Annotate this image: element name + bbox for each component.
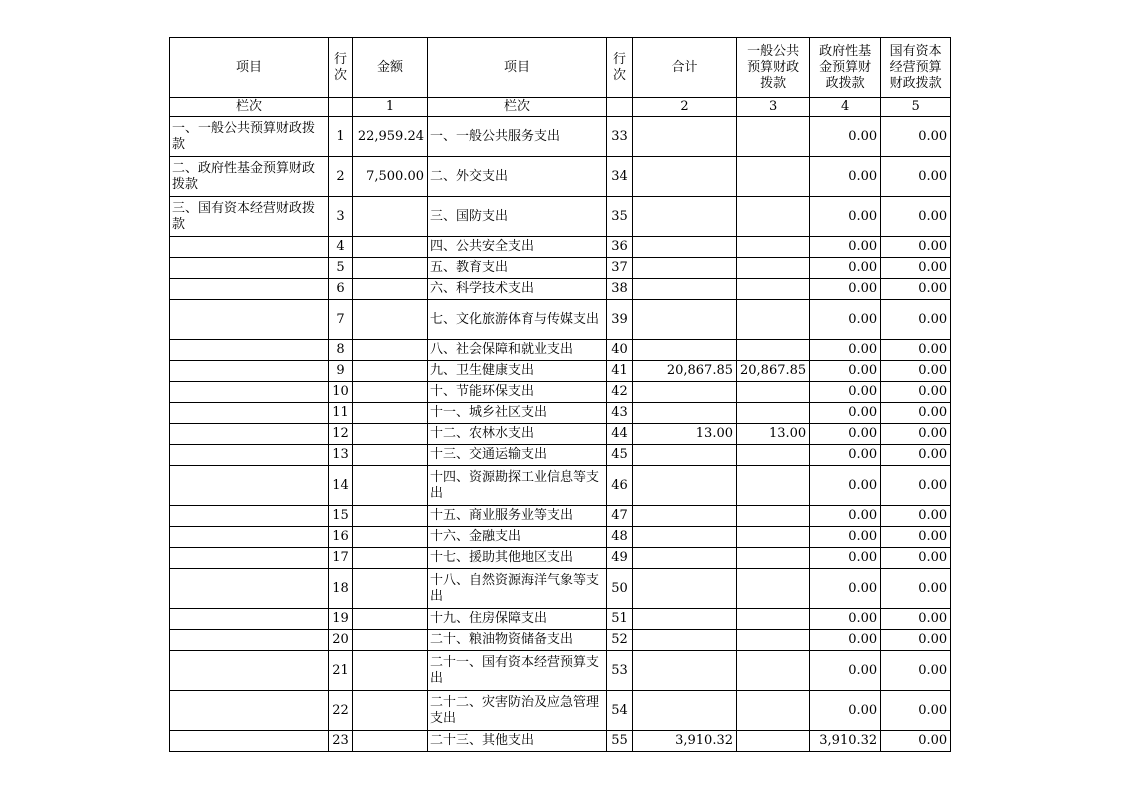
income-item-cell [170,630,329,651]
gov-fund-cell: 0.00 [810,691,881,731]
expense-line-cell: 43 [607,403,633,424]
expense-item-cell: 三、国防支出 [428,197,607,237]
amount-cell [353,651,428,691]
gov-fund-cell: 0.00 [810,424,881,445]
total-cell [633,548,737,569]
income-item-cell [170,403,329,424]
line-no-cell: 1 [329,117,353,157]
amount-cell [353,340,428,361]
expense-line-cell: 33 [607,117,633,157]
amount-cell [353,527,428,548]
total-cell [633,691,737,731]
amount-cell [353,403,428,424]
gov-fund-cell: 0.00 [810,506,881,527]
gov-fund-cell: 0.00 [810,361,881,382]
total-cell [633,237,737,258]
gov-fund-cell: 0.00 [810,300,881,340]
table-row [170,361,951,382]
expense-item-cell: 十四、资源勘探工业信息等支出 [428,466,607,506]
line-no-cell: 18 [329,569,353,609]
table-row [170,691,951,731]
gov-fund-cell: 0.00 [810,527,881,548]
expense-line-cell: 54 [607,691,633,731]
state-capital-cell: 0.00 [881,466,951,506]
total-cell [633,609,737,630]
amount-cell [353,424,428,445]
table-row [170,548,951,569]
line-no-cell: 3 [329,197,353,237]
expense-item-cell: 七、文化旅游体育与传媒支出 [428,300,607,340]
income-item-cell [170,361,329,382]
general-budget-cell [737,506,810,527]
table-row [170,117,951,157]
gov-fund-cell: 0.00 [810,237,881,258]
state-capital-cell: 0.00 [881,691,951,731]
budget-table [169,37,951,752]
total-cell [633,569,737,609]
table-row [170,237,951,258]
header-line-right: 行 次 [607,38,633,98]
line-no-cell: 7 [329,300,353,340]
expense-item-cell: 八、社会保障和就业支出 [428,340,607,361]
column-index-row [170,98,951,117]
table-row [170,258,951,279]
total-cell [633,382,737,403]
table-row [170,466,951,506]
line-no-cell: 8 [329,340,353,361]
column-index-total: 2 [633,98,737,117]
expense-line-cell: 41 [607,361,633,382]
state-capital-cell: 0.00 [881,258,951,279]
income-item-cell [170,731,329,752]
income-item-cell: 二、政府性基金预算财政拨款 [170,157,329,197]
general-budget-cell: 13.00 [737,424,810,445]
total-cell: 3,910.32 [633,731,737,752]
header-amount: 金额 [353,38,428,98]
expense-item-cell: 二十三、其他支出 [428,731,607,752]
income-item-cell [170,506,329,527]
line-no-cell: 20 [329,630,353,651]
state-capital-cell: 0.00 [881,300,951,340]
general-budget-cell [737,403,810,424]
line-no-cell: 12 [329,424,353,445]
expense-item-cell: 二、外交支出 [428,157,607,197]
expense-item-cell: 十三、交通运输支出 [428,445,607,466]
general-budget-cell [737,691,810,731]
income-item-cell [170,340,329,361]
table-row [170,340,951,361]
expense-line-cell: 45 [607,445,633,466]
expense-item-cell: 十六、金融支出 [428,527,607,548]
table-row [170,403,951,424]
state-capital-cell: 0.00 [881,548,951,569]
total-cell [633,403,737,424]
gov-fund-cell: 0.00 [810,117,881,157]
general-budget-cell [737,300,810,340]
general-budget-cell [737,340,810,361]
general-budget-cell [737,609,810,630]
general-budget-cell: 20,867.85 [737,361,810,382]
expense-line-cell: 34 [607,157,633,197]
state-capital-cell: 0.00 [881,117,951,157]
total-cell [633,651,737,691]
state-capital-cell: 0.00 [881,445,951,466]
total-cell [633,157,737,197]
expense-item-cell: 十、节能环保支出 [428,382,607,403]
income-item-cell [170,609,329,630]
total-cell [633,527,737,548]
expense-line-cell: 46 [607,466,633,506]
amount-cell [353,361,428,382]
state-capital-cell: 0.00 [881,424,951,445]
expense-line-cell: 37 [607,258,633,279]
line-no-cell: 10 [329,382,353,403]
total-cell [633,117,737,157]
table-row [170,569,951,609]
line-no-cell: 23 [329,731,353,752]
column-index-line-left [329,98,353,117]
total-cell [633,279,737,300]
income-item-cell [170,258,329,279]
expense-item-cell: 一、一般公共服务支出 [428,117,607,157]
total-cell [633,197,737,237]
gov-fund-cell: 0.00 [810,258,881,279]
income-item-cell: 三、国有资本经营财政拨款 [170,197,329,237]
expense-line-cell: 52 [607,630,633,651]
expense-item-cell: 十七、援助其他地区支出 [428,548,607,569]
state-capital-cell: 0.00 [881,340,951,361]
total-cell [633,258,737,279]
expense-line-cell: 55 [607,731,633,752]
expense-line-cell: 39 [607,300,633,340]
line-no-cell: 22 [329,691,353,731]
column-index-line-right [607,98,633,117]
line-no-cell: 16 [329,527,353,548]
expense-item-cell: 二十二、灾害防治及应急管理支出 [428,691,607,731]
expense-item-cell: 十二、农林水支出 [428,424,607,445]
total-cell [633,506,737,527]
gov-fund-cell: 0.00 [810,382,881,403]
table-row [170,651,951,691]
amount-cell: 7,500.00 [353,157,428,197]
state-capital-cell: 0.00 [881,157,951,197]
table-row [170,506,951,527]
expense-item-cell: 十五、商业服务业等支出 [428,506,607,527]
gov-fund-cell: 0.00 [810,403,881,424]
amount-cell: 22,959.24 [353,117,428,157]
column-index-state-capital-budget: 5 [881,98,951,117]
header-general-budget: 一般公共 预算财政 拨款 [737,38,810,98]
income-item-cell: 一、一般公共预算财政拨款 [170,117,329,157]
gov-fund-cell: 0.00 [810,630,881,651]
general-budget-cell [737,157,810,197]
gov-fund-cell: 0.00 [810,548,881,569]
table-row [170,609,951,630]
column-index-label-left: 栏次 [170,98,329,117]
income-item-cell [170,651,329,691]
table-row [170,157,951,197]
amount-cell [353,197,428,237]
expense-line-cell: 51 [607,609,633,630]
state-capital-cell: 0.00 [881,279,951,300]
expense-line-cell: 44 [607,424,633,445]
header-gov-fund-budget: 政府性基 金预算财 政拨款 [810,38,881,98]
line-no-cell: 21 [329,651,353,691]
line-no-cell: 9 [329,361,353,382]
amount-cell [353,569,428,609]
header-state-capital-budget: 国有资本 经营预算 财政拨款 [881,38,951,98]
general-budget-cell [737,197,810,237]
total-cell: 13.00 [633,424,737,445]
amount-cell [353,548,428,569]
state-capital-cell: 0.00 [881,361,951,382]
header-line-left: 行 次 [329,38,353,98]
state-capital-cell: 0.00 [881,237,951,258]
expense-item-cell: 十一、城乡社区支出 [428,403,607,424]
amount-cell [353,731,428,752]
total-cell [633,300,737,340]
amount-cell [353,382,428,403]
state-capital-cell: 0.00 [881,731,951,752]
general-budget-cell [737,445,810,466]
gov-fund-cell: 0.00 [810,651,881,691]
general-budget-cell [737,731,810,752]
expense-line-cell: 50 [607,569,633,609]
income-item-cell [170,279,329,300]
header-total: 合计 [633,38,737,98]
expense-line-cell: 40 [607,340,633,361]
gov-fund-cell: 0.00 [810,279,881,300]
expense-item-cell: 二十、粮油物资储备支出 [428,630,607,651]
line-no-cell: 17 [329,548,353,569]
line-no-cell: 6 [329,279,353,300]
table-row [170,424,951,445]
amount-cell [353,445,428,466]
line-no-cell: 14 [329,466,353,506]
table-row [170,279,951,300]
state-capital-cell: 0.00 [881,609,951,630]
expense-line-cell: 42 [607,382,633,403]
table-row [170,527,951,548]
gov-fund-cell: 0.00 [810,157,881,197]
table-row [170,630,951,651]
income-item-cell [170,382,329,403]
line-no-cell: 11 [329,403,353,424]
expense-line-cell: 38 [607,279,633,300]
general-budget-cell [737,117,810,157]
expense-line-cell: 47 [607,506,633,527]
line-no-cell: 15 [329,506,353,527]
income-item-cell [170,569,329,609]
column-index-gov-fund-budget: 4 [810,98,881,117]
general-budget-cell [737,630,810,651]
expense-item-cell: 十八、自然资源海洋气象等支出 [428,569,607,609]
state-capital-cell: 0.00 [881,630,951,651]
amount-cell [353,237,428,258]
line-no-cell: 2 [329,157,353,197]
amount-cell [353,691,428,731]
column-index-label-right: 栏次 [428,98,607,117]
amount-cell [353,279,428,300]
gov-fund-cell: 0.00 [810,609,881,630]
expense-line-cell: 48 [607,527,633,548]
state-capital-cell: 0.00 [881,382,951,403]
income-item-cell [170,691,329,731]
expense-line-cell: 35 [607,197,633,237]
expense-item-cell: 二十一、国有资本经营预算支出 [428,651,607,691]
state-capital-cell: 0.00 [881,527,951,548]
header-row [170,38,951,98]
amount-cell [353,506,428,527]
income-item-cell [170,237,329,258]
gov-fund-cell: 0.00 [810,466,881,506]
table-row [170,445,951,466]
income-item-cell [170,300,329,340]
general-budget-cell [737,651,810,691]
total-cell [633,340,737,361]
column-index-amount: 1 [353,98,428,117]
table-row [170,731,951,752]
gov-fund-cell: 0.00 [810,197,881,237]
gov-fund-cell: 0.00 [810,445,881,466]
general-budget-cell [737,237,810,258]
total-cell [633,630,737,651]
expense-item-cell: 五、教育支出 [428,258,607,279]
general-budget-cell [737,466,810,506]
state-capital-cell: 0.00 [881,651,951,691]
income-item-cell [170,424,329,445]
general-budget-cell [737,569,810,609]
amount-cell [353,466,428,506]
expense-item-cell: 四、公共安全支出 [428,237,607,258]
general-budget-cell [737,527,810,548]
amount-cell [353,609,428,630]
income-item-cell [170,548,329,569]
total-cell [633,445,737,466]
general-budget-cell [737,258,810,279]
gov-fund-cell: 0.00 [810,569,881,609]
income-item-cell [170,466,329,506]
amount-cell [353,258,428,279]
column-index-general-budget: 3 [737,98,810,117]
expense-item-cell: 六、科学技术支出 [428,279,607,300]
general-budget-cell [737,382,810,403]
line-no-cell: 4 [329,237,353,258]
expense-line-cell: 36 [607,237,633,258]
state-capital-cell: 0.00 [881,197,951,237]
general-budget-cell [737,279,810,300]
gov-fund-cell: 0.00 [810,340,881,361]
amount-cell [353,630,428,651]
table-row [170,197,951,237]
state-capital-cell: 0.00 [881,403,951,424]
header-item-left: 项目 [170,38,329,98]
line-no-cell: 19 [329,609,353,630]
expense-line-cell: 49 [607,548,633,569]
expense-line-cell: 53 [607,651,633,691]
gov-fund-cell: 3,910.32 [810,731,881,752]
general-budget-cell [737,548,810,569]
table-row [170,300,951,340]
expense-item-cell: 十九、住房保障支出 [428,609,607,630]
expense-item-cell: 九、卫生健康支出 [428,361,607,382]
total-cell: 20,867.85 [633,361,737,382]
income-item-cell [170,527,329,548]
line-no-cell: 13 [329,445,353,466]
state-capital-cell: 0.00 [881,569,951,609]
header-item-right: 项目 [428,38,607,98]
income-item-cell [170,445,329,466]
total-cell [633,466,737,506]
line-no-cell: 5 [329,258,353,279]
state-capital-cell: 0.00 [881,506,951,527]
amount-cell [353,300,428,340]
table-row [170,382,951,403]
